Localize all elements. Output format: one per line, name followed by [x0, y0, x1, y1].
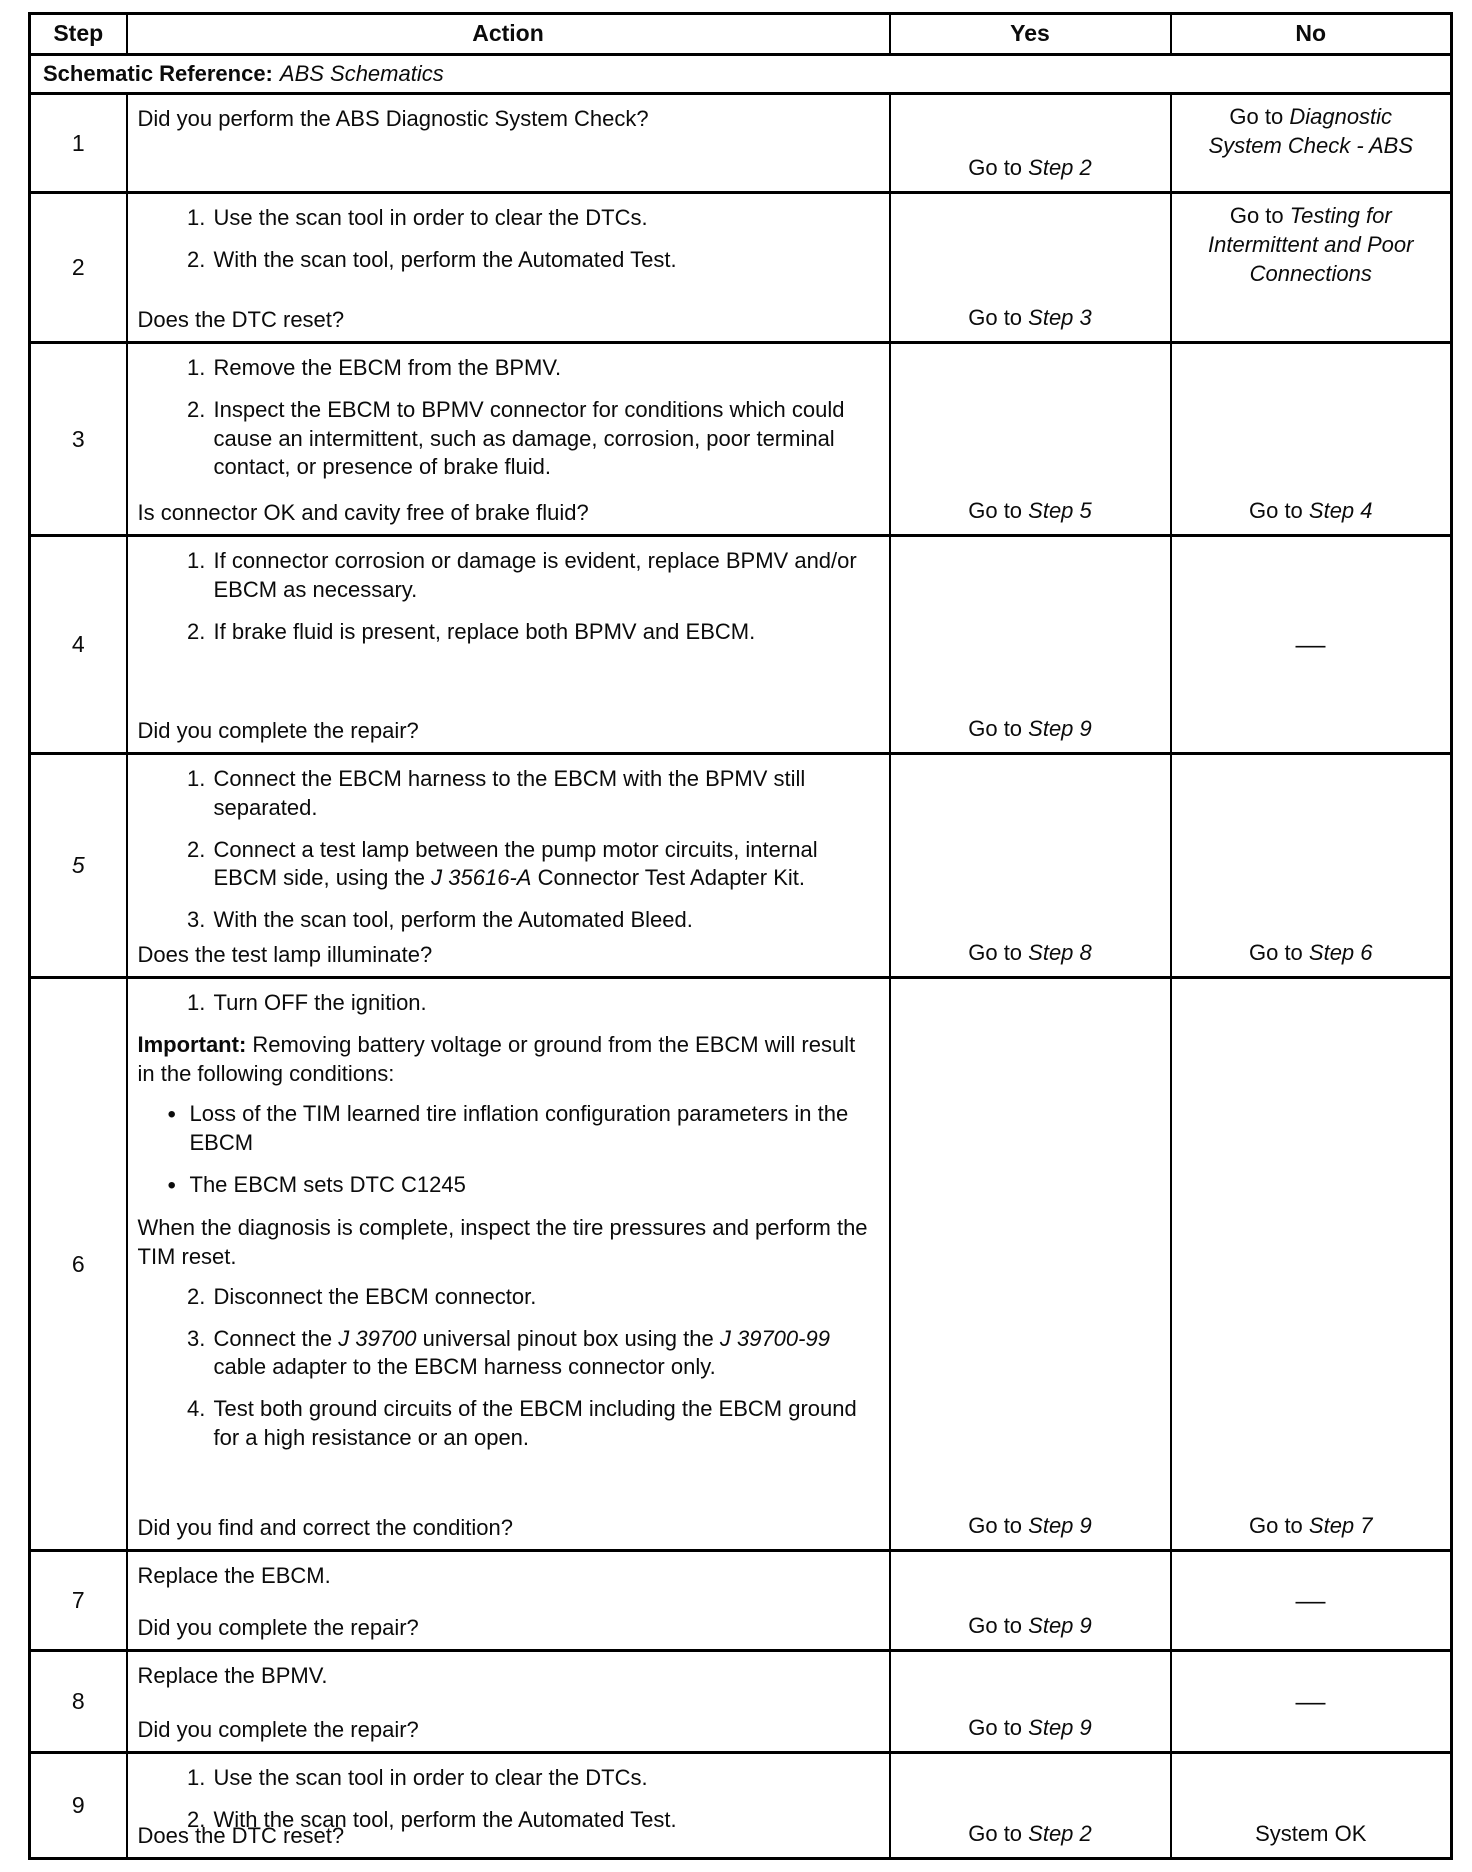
important-label: Important: — [137, 1032, 247, 1058]
step-number: 9 — [30, 1753, 127, 1859]
yes-cell — [890, 1551, 1171, 1651]
action-item: 3. With the scan tool, perform the Automated Bleed. — [212, 906, 877, 935]
no-cell — [1171, 536, 1452, 754]
goto-text: Go to — [968, 1820, 1029, 1846]
goto-text: Go to — [1248, 497, 1309, 523]
table-row — [30, 94, 1452, 193]
goto-text: Go to — [1248, 939, 1309, 965]
yes-cell — [890, 343, 1171, 536]
action-item-text: Connector Test Adapter Kit. — [531, 865, 805, 891]
no-cell — [1171, 1551, 1452, 1651]
action-item: 2. If brake fluid is present, replace both BPMV and EBCM. — [212, 618, 877, 647]
action-item: 1. Turn OFF the ignition. — [212, 989, 877, 1018]
step-number: 6 — [30, 978, 127, 1551]
schematic-reference — [30, 54, 1452, 94]
goto-text: Go to — [968, 304, 1029, 330]
no-cell — [1171, 1651, 1452, 1753]
goto-reference: Step 9 — [1028, 1512, 1092, 1538]
yes-cell — [890, 536, 1171, 754]
no-cell — [1171, 94, 1452, 193]
no-action-dash: — — [1295, 1687, 1326, 1716]
action-cell — [127, 978, 890, 1551]
goto-text: Go to — [1229, 104, 1290, 130]
action-question: Does the DTC reset? — [137, 306, 345, 332]
column-header-no: No — [1171, 14, 1452, 55]
action-question: Did you perform the ABS Diagnostic System Check? — [137, 106, 649, 132]
action-list — [138, 1283, 877, 1452]
table-row — [30, 343, 1452, 536]
action-item: 1. If connector corrosion or damage is evident, replace BPMV and/or EBCM as necessary. — [212, 547, 877, 604]
action-cell — [127, 193, 890, 343]
system-ok-text: System OK — [1255, 1820, 1367, 1846]
tool-reference: J 39700 — [338, 1325, 417, 1351]
action-question: Does the DTC reset? — [137, 1822, 345, 1848]
action-list — [138, 765, 877, 934]
action-item: 2. Disconnect the EBCM connector. — [212, 1283, 877, 1312]
action-text: Replace the EBCM. — [137, 1563, 331, 1589]
important-note — [138, 1031, 877, 1088]
yes-cell — [890, 1651, 1171, 1753]
action-list — [138, 354, 877, 481]
no-cell — [1171, 1753, 1452, 1859]
action-item: 1. Remove the EBCM from the BPMV. — [212, 354, 877, 383]
table-row — [30, 754, 1452, 978]
condition-list — [138, 1100, 877, 1200]
action-list — [138, 547, 877, 646]
tool-reference: J 39700-99 — [719, 1325, 830, 1351]
action-question: Did you complete the repair? — [137, 717, 419, 743]
goto-text: Go to — [968, 939, 1029, 965]
goto-text: Go to — [968, 1612, 1029, 1638]
step-number: 2 — [30, 193, 127, 343]
action-item: 1. Connect the EBCM harness to the EBCM with the BPMV still separated. — [212, 765, 877, 822]
no-cell — [1171, 754, 1452, 978]
table-row — [30, 193, 1452, 343]
action-list — [138, 989, 877, 1018]
tool-reference: J 35616-A — [431, 865, 532, 891]
document-page — [28, 12, 1453, 1860]
goto-text: Go to — [968, 154, 1029, 180]
yes-cell — [890, 1753, 1171, 1859]
step-number: 7 — [30, 1551, 127, 1651]
schematic-reference-row — [30, 54, 1452, 94]
goto-text: Go to — [968, 1512, 1029, 1538]
goto-text: Go to — [968, 1714, 1029, 1740]
no-cell — [1171, 978, 1452, 1551]
no-cell — [1171, 343, 1452, 536]
yes-cell — [890, 754, 1171, 978]
step-number: 8 — [30, 1651, 127, 1753]
note-paragraph: When the diagnosis is complete, inspect the tire pressures and perform the TIM reset. — [137, 1215, 868, 1269]
action-item: 1. Use the scan tool in order to clear the DTCs. — [212, 204, 877, 233]
column-header-step: Step — [30, 14, 127, 55]
yes-cell — [890, 978, 1171, 1551]
action-cell — [127, 1753, 890, 1859]
yes-cell — [890, 193, 1171, 343]
step-number: 4 — [30, 536, 127, 754]
action-item: 4. Test both ground circuits of the EBCM including the EBCM ground for a high resistance or an open. — [212, 1395, 877, 1452]
action-question: Did you complete the repair? — [137, 1614, 419, 1640]
schematic-reference-value: ABS Schematics — [279, 60, 444, 86]
column-header-yes: Yes — [890, 14, 1171, 55]
action-list — [138, 204, 877, 274]
goto-reference: Step 4 — [1308, 497, 1373, 523]
condition-item: • Loss of the TIM learned tire inflation configuration parameters in the EBCM — [164, 1100, 877, 1157]
goto-reference: Step 9 — [1028, 1714, 1092, 1740]
goto-reference: Step 2 — [1028, 154, 1092, 180]
goto-reference: Step 2 — [1028, 1820, 1092, 1846]
action-item — [212, 1325, 877, 1382]
schematic-reference-label: Schematic Reference: — [43, 60, 273, 86]
action-item: 2. With the scan tool, perform the Automated Test. — [212, 246, 877, 275]
goto-reference: Step 8 — [1028, 939, 1092, 965]
goto-reference: Step 3 — [1028, 304, 1092, 330]
no-action-dash: — — [1295, 1586, 1326, 1615]
diagnostic-table — [28, 12, 1453, 1860]
action-cell — [127, 94, 890, 193]
goto-text: Go to — [1248, 1512, 1309, 1538]
no-cell — [1171, 193, 1452, 343]
column-header-action: Action — [127, 14, 890, 55]
goto-reference: Step 5 — [1028, 497, 1092, 523]
action-item-text: Connect a test lamp between the pump motor circuits, internal EBCM side, using the — [213, 836, 818, 891]
action-question: Is connector OK and cavity free of brake fluid? — [137, 499, 589, 525]
action-item-text: Connect the — [213, 1325, 339, 1351]
goto-text: Go to — [968, 715, 1029, 741]
goto-text: Go to — [968, 497, 1029, 523]
important-text: Removing battery voltage or ground from the EBCM will result in the following conditions: — [137, 1032, 856, 1086]
step-number: 3 — [30, 343, 127, 536]
action-question: Did you complete the repair? — [137, 1716, 419, 1742]
goto-reference: Step 9 — [1028, 1612, 1092, 1638]
action-item: 2. With the scan tool, perform the Automated Test. — [212, 1806, 877, 1835]
yes-cell — [890, 94, 1171, 193]
table-row — [30, 978, 1452, 1551]
table-header-row — [30, 14, 1452, 55]
goto-reference: Testing for Intermittent and Poor Connections — [1208, 203, 1414, 286]
action-item-text: universal pinout box using the — [416, 1325, 720, 1351]
action-cell — [127, 1551, 890, 1651]
table-row — [30, 1551, 1452, 1651]
condition-item: • The EBCM sets DTC C1245 — [164, 1171, 877, 1200]
action-item: 2. Inspect the EBCM to BPMV connector for conditions which could cause an intermittent, such as damage, corrosion, poor terminal contact, or presence of brake fluid. — [212, 396, 877, 482]
action-cell — [127, 536, 890, 754]
action-item-text: cable adapter to the EBCM harness connector only. — [213, 1354, 716, 1380]
step-number: 5 — [30, 754, 127, 978]
table-row — [30, 1753, 1452, 1859]
action-item: 1. Use the scan tool in order to clear the DTCs. — [212, 1764, 877, 1793]
goto-text: Go to — [1229, 203, 1290, 229]
table-row — [30, 1651, 1452, 1753]
action-question: Does the test lamp illuminate? — [137, 941, 433, 967]
table-row — [30, 536, 1452, 754]
goto-reference: Diagnostic System Check - ABS — [1208, 104, 1414, 159]
action-cell — [127, 754, 890, 978]
action-item — [212, 836, 877, 893]
action-cell — [127, 1651, 890, 1753]
step-number: 1 — [30, 94, 127, 193]
action-text: Replace the BPMV. — [137, 1663, 328, 1689]
goto-reference: Step 9 — [1028, 715, 1092, 741]
action-question: Did you find and correct the condition? — [137, 1514, 513, 1540]
no-action-dash: — — [1295, 630, 1326, 659]
action-cell — [127, 343, 890, 536]
goto-reference: Step 7 — [1308, 1512, 1373, 1538]
goto-reference: Step 6 — [1308, 939, 1373, 965]
